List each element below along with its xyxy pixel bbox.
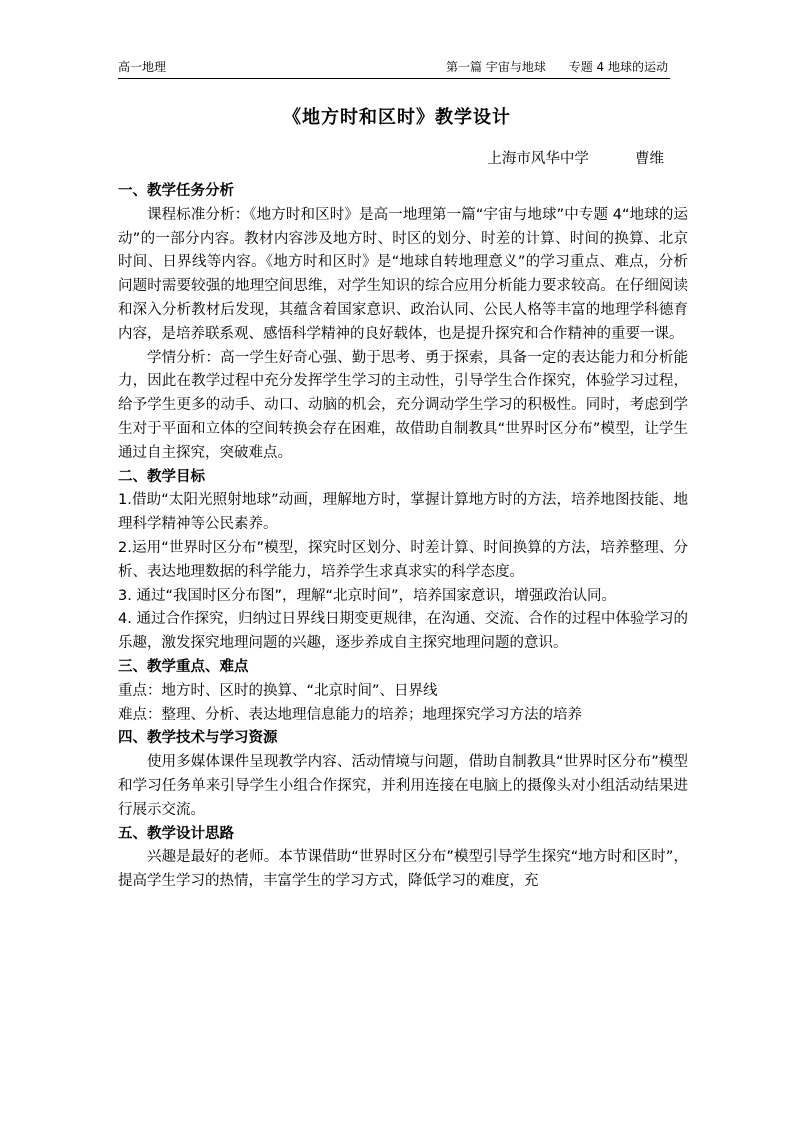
author-line: 上海市风华中学 曹维: [487, 151, 664, 167]
paragraph: 学情分析：高一学生好奇心强、勤于思考、勇于探索，具备一定的表达能力和分析能力，因此在教学过程中充分发挥学生学习的主动性，引导学生合作探究，体验学习过程，给予学生更多的动手、动口、动脑的机会，充分调动学生学习的积极性。同时，考虑到学生对于平面和立体的空间转换会存在困难，故借助自制教具“世界时区分布”模型，让学生通过自主探究，突破难点。: [118, 349, 688, 461]
paragraph: 使用多媒体课件呈现教学内容、活动情境与问题，借助自制教具“世界时区分布”模型和学习任务单来引导学生小组合作探究，并利用连接在电脑上的摄像头对小组活动结果进行展示交流。: [118, 754, 688, 818]
key-points: 重点：地方时、区时的换算、“北京时间”、日界线: [118, 682, 438, 699]
section-heading: 一、教学任务分析: [118, 183, 234, 199]
section-heading: 三、教学重点、难点: [118, 658, 249, 675]
list-item: 2.运用“世界时区分布”模型，探究时区划分、时差计算、时间换算的方法，培养整理、分析、表达地理数据的科学能力，培养学生求真求实的科学态度。: [118, 539, 688, 580]
list-item: 3. 通过“我国时区分布图”，理解“北京时间”，培养国家意识，增强政治认同。: [118, 587, 616, 604]
section-heading: 二、教学目标: [118, 468, 205, 485]
paragraph: 兴趣是最好的老师。本节课借助“世界时区分布”模型引导学生探究“地方时和区时”，提高学生学习的热情，丰富学生的学习方式，降低学习的难度，充: [118, 849, 688, 890]
paragraph: 课程标准分析：《地方时和区时》是高一地理第一篇“宇宙与地球”中专题 4“地球的运动”的一部分内容。教材内容涉及地方时、时区的划分、时差的计算、时间的换算、北京时间、日界线等内容。《地方时和区时》是“地球自转地理意义”的学习重点、难点，分析问题时需要较强的地理空间思维，对学生知识的综合应用分析能力要求较高。在仔细阅读和深入分析教材后发现，其蕴含着国家意识、政治认同、公民人格等丰富的地理学科德育内容，是培养联系观、感悟科学精神的良好载体，也是提升探究和合作精神的重要一课。: [118, 206, 688, 342]
header-chapter: 第一篇 宇宙与地球 专题 4 地球的运动: [446, 60, 668, 74]
list-item: 1.借助“太阳光照射地球”动画，理解地方时，掌握计算地方时的方法，培养地图技能、地理科学精神等公民素养。: [118, 492, 688, 533]
document-body: [118, 180, 688, 894]
page-header: [118, 58, 670, 79]
document-title: 《地方时和区时》教学设计: [283, 107, 511, 128]
list-item: 4. 通过合作探究，归纳过日界线日期变更规律，在沟通、交流、合作的过程中体验学习的乐趣，激发探究地理问题的兴趣，逐步养成自主探究地理问题的意识。: [118, 611, 688, 652]
section-heading: 五、教学设计思路: [118, 825, 234, 842]
header-subject: 高一地理: [118, 60, 167, 74]
section-heading: 四、教学技术与学习资源: [118, 730, 278, 747]
difficult-points: 难点：整理、分析、表达地理信息能力的培养；地理探究学习方法的培养: [118, 706, 582, 723]
